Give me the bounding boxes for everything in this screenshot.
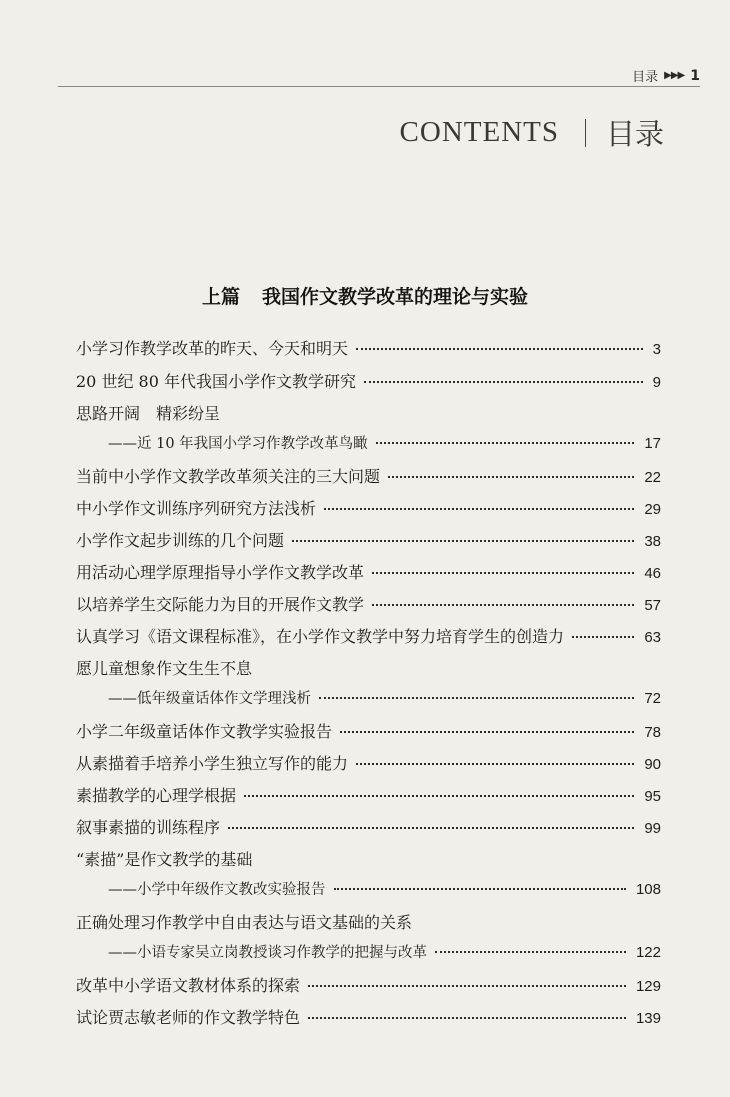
toc-entry-page: 129 <box>635 978 661 995</box>
dot-leader <box>228 827 634 829</box>
running-header <box>632 66 700 85</box>
toc-entry-page: 17 <box>644 435 661 452</box>
toc-entry-title: ——小学中年级作文教改实验报告 <box>108 882 326 898</box>
toc-entry-subtitle[interactable] <box>108 432 661 453</box>
page-title <box>400 112 664 153</box>
toc-entry-page: 90 <box>644 756 661 773</box>
toc-entry[interactable] <box>76 815 661 838</box>
toc-entry[interactable] <box>76 592 661 615</box>
toc-entry-page: 9 <box>652 374 661 391</box>
dot-leader <box>308 1017 626 1019</box>
toc-entry-title: 当前中小学作文教学改革须关注的三大问题 <box>76 467 381 486</box>
toc-entry[interactable] <box>76 496 661 519</box>
toc-entry-title: 从素描着手培养小学生独立写作的能力 <box>76 754 349 773</box>
header-rule <box>58 86 700 87</box>
toc-entry-title: 小学习作教学改革的昨天、今天和明天 <box>76 339 349 358</box>
toc-entry[interactable] <box>76 847 661 870</box>
toc-entry[interactable] <box>76 401 661 424</box>
dot-leader <box>319 697 634 699</box>
toc-entry[interactable] <box>76 624 661 647</box>
toc-entry[interactable] <box>76 656 661 679</box>
toc-entry-title: 素描教学的心理学根据 <box>76 786 237 805</box>
toc-entry-subtitle[interactable] <box>108 941 661 962</box>
toc-entry-title: 20 世纪 80 年代我国小学作文教学研究 <box>76 372 356 391</box>
toc-entry-title: 改革中小学语文教材体系的探索 <box>76 976 301 995</box>
toc-entry-page: 38 <box>644 533 661 550</box>
toc-entry[interactable] <box>76 336 661 359</box>
header-page-number: 1 <box>690 67 700 84</box>
toc-entry[interactable] <box>76 1005 661 1028</box>
toc-entry-title: “素描”是作文教学的基础 <box>76 850 253 869</box>
dot-leader <box>356 763 634 765</box>
dot-leader <box>244 795 634 797</box>
dot-leader <box>388 476 634 478</box>
toc-entry-page: 57 <box>644 597 661 614</box>
toc-entry-title: 以培养学生交际能力为目的开展作文教学 <box>76 595 365 614</box>
toc-entry-page: 63 <box>644 629 661 646</box>
toc-entry-title: ——近 10 年我国小学习作教学改革鸟瞰 <box>108 436 368 452</box>
toc-entry-page: 122 <box>635 944 661 961</box>
dot-leader <box>308 985 626 987</box>
toc-entry-page: 78 <box>644 724 661 741</box>
toc-entry-title: 愿儿童想象作文生生不息 <box>76 659 253 678</box>
toc-entry-page: 108 <box>635 881 661 898</box>
toc-entry-subtitle[interactable] <box>108 878 661 899</box>
toc-entry-title: 正确处理习作教学中自由表达与语文基础的关系 <box>76 913 413 932</box>
toc-entry-title: 认真学习《语文课程标准》，在小学作文教学中努力培育学生的创造力 <box>76 627 565 646</box>
title-chinese: 目录 <box>605 117 664 151</box>
title-english: CONTENTS <box>399 116 559 148</box>
toc-entry-title: ——低年级童话体作文学理浅析 <box>108 691 311 707</box>
title-separator <box>585 119 586 147</box>
toc-entry-page: 72 <box>644 690 661 707</box>
dot-leader <box>364 381 643 383</box>
toc-entry-page: 3 <box>652 341 661 358</box>
section-heading <box>0 282 730 309</box>
toc-entry-page: 29 <box>644 501 661 518</box>
toc-entry-title: 中小学作文训练序列研究方法浅析 <box>76 499 317 518</box>
toc-entry-title: ——小语专家吴立岗教授谈习作教学的把握与改革 <box>108 945 427 961</box>
toc-entry[interactable] <box>76 910 661 933</box>
toc-entry-page: 99 <box>644 820 661 837</box>
triple-arrow-icon: ▶▶▶ <box>664 70 685 81</box>
toc-entry[interactable] <box>76 528 661 551</box>
dot-leader <box>324 508 634 510</box>
toc-entry-title: 思路开阔 精彩纷呈 <box>76 404 221 423</box>
toc-entry[interactable] <box>76 783 661 806</box>
toc-entry[interactable] <box>76 464 661 487</box>
toc-entry-title: 用活动心理学原理指导小学作文教学改革 <box>76 563 365 582</box>
toc-entry-page: 139 <box>635 1010 661 1027</box>
toc-entry[interactable] <box>76 751 661 774</box>
dot-leader <box>340 731 634 733</box>
toc-entry[interactable] <box>76 719 661 742</box>
dot-leader <box>334 888 626 890</box>
toc-entry-page: 46 <box>644 565 661 582</box>
toc-entry[interactable] <box>76 369 661 392</box>
toc-entry-title: 小学二年级童话体作文教学实验报告 <box>76 722 333 741</box>
dot-leader <box>372 604 634 606</box>
dot-leader <box>356 348 643 350</box>
toc-entry-title: 试论贾志敏老师的作文教学特色 <box>76 1008 301 1027</box>
dot-leader <box>376 442 635 444</box>
running-title: 目录 <box>632 70 659 85</box>
toc-entry-title: 叙事素描的训练程序 <box>76 818 221 837</box>
dot-leader <box>572 636 634 638</box>
toc-entry[interactable] <box>76 973 661 996</box>
dot-leader <box>292 540 634 542</box>
dot-leader <box>372 572 634 574</box>
toc-entry-title: 小学作文起步训练的几个问题 <box>76 531 285 550</box>
toc-entry[interactable] <box>76 560 661 583</box>
section-title: 我国作文教学改革的理论与实验 <box>262 286 529 308</box>
toc-entry-page: 22 <box>644 469 661 486</box>
section-part: 上篇 <box>201 286 240 308</box>
toc-entry-page: 95 <box>644 788 661 805</box>
toc-entry-subtitle[interactable] <box>108 687 661 708</box>
dot-leader <box>435 951 626 953</box>
